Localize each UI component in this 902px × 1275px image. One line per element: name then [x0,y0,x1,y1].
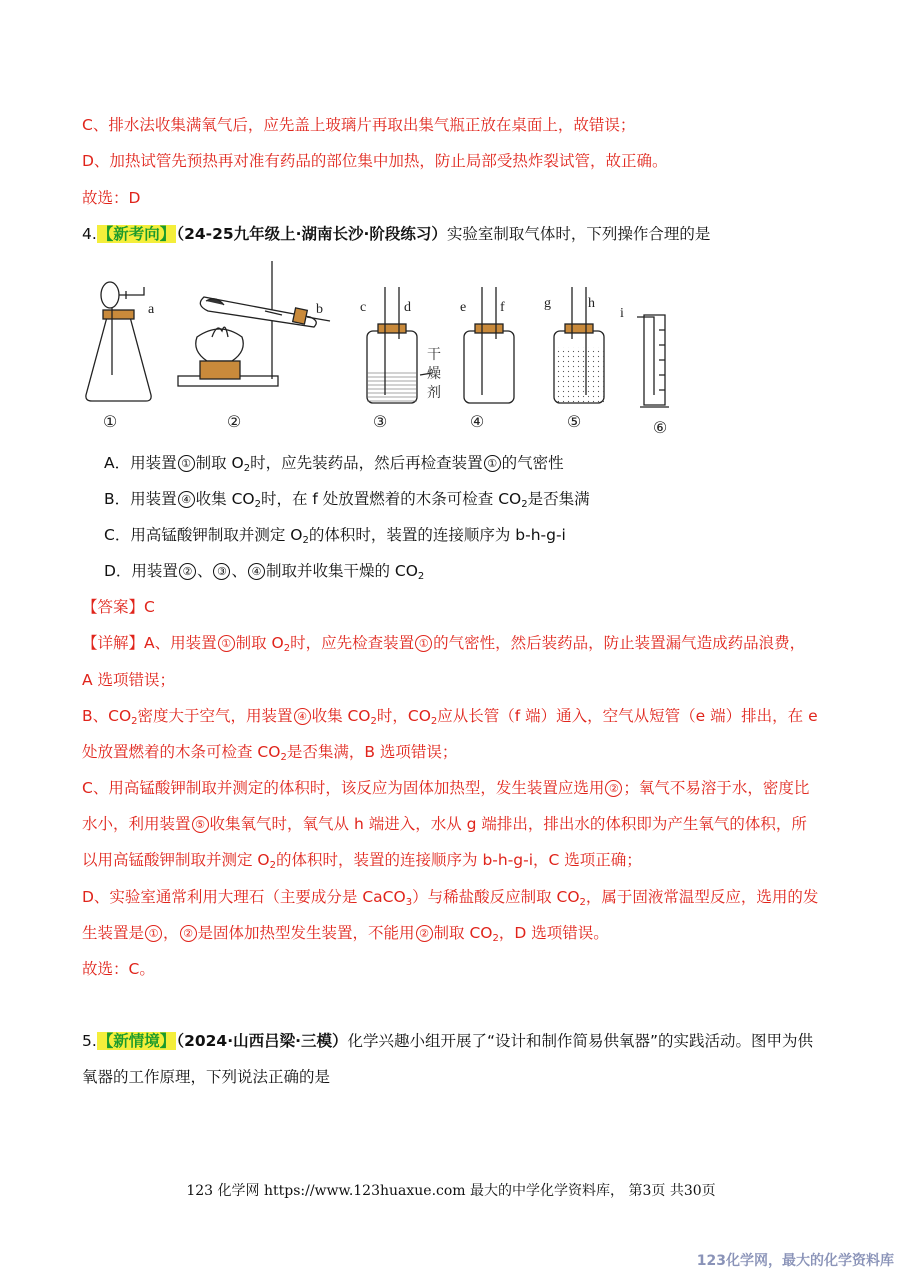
page-footer: 123 化学网 https://www.123huaxue.com 最大的中学化学资料库， 第3页 共30页 [186,1183,716,1199]
watermark: 123化学网，最大的化学资料库 [696,1253,894,1269]
q4-number: 4. [82,225,97,243]
q5-question-header [82,1030,813,1052]
q4-answer [82,596,155,618]
port-label-e: e [460,300,467,315]
q5-tag: 【新情境】 [97,1032,176,1050]
detail-line-3: B、$CO_2$密度大于空气，用装置 ④ 收集 $CO_2$时，$CO_2$应从长管（f 端）通入，空气从短管（e 端）排出，在 e [82,707,818,727]
detail-line-8: D、实验室通常利用大理石（主要成分是 CaCO$_3$）与稀盐酸反应制取 $CO_2$，属于固液常温型反应，选用的发 [82,888,819,908]
device-label-6: ⑥ [652,418,668,437]
q3-answer: 故选：D [82,189,141,207]
device-label-2: ② [226,412,242,431]
q5-source: （2024·山西吕梁·三模） [176,1032,348,1050]
device-1-flask-funnel [86,282,151,401]
q4-source: （24-25九年级上·湖南长沙·阶段练习） [176,225,447,243]
q4-option-b: B．用装置 ④ 收集 $CO_2$时，在 f 处放置燃着的木条可检查 $CO_2$是否集满 [104,490,590,510]
port-label-g: g [544,296,551,311]
q4-option-a: A．用装置 ① 制取 $O_2$时，应先装药品，然后再检查装置 ① 的气密性 [104,454,564,474]
detail-line-1: 【详解】A、用装置 ① 制取 $O_2$时，应先检查装置 ① 的气密性，然后装药品，防止装置漏气造成药品浪费， [82,634,806,654]
port-label-b: b [316,302,323,317]
answer-value: C [144,598,155,616]
desiccant-char-3: 剂 [427,385,441,401]
port-label-i: i [620,306,624,321]
device-label-1: ① [102,412,118,431]
q4-stem: 实验室制取气体时，下列操作合理的是 [446,225,711,243]
detail-line-6: 水小，利用装置 ⑤ 收集氧气时，氧气从 h 端进入，水从 g 端排出，排出水的体积即为产生氧气的体积，所 [82,815,807,833]
apparatus-figure [82,255,682,440]
q4-option-d: D．用装置 ② 、 ③ 、 ④ 制取并收集干燥的 $CO_2$ [104,562,425,582]
device-label-4: ④ [469,412,485,431]
port-label-a: a [148,302,155,317]
q3-option-d-explanation: D、加热试管先预热再对准有药品的部位集中加热，防止局部受热炸裂试管，故正确。 [82,152,668,170]
port-label-h: h [588,296,595,311]
port-label-d: d [404,300,411,315]
detail-line-9: 生装置是 ① ， ② 是固体加热型发生装置，不能用 ② 制取 $CO_2$，D 选项错误。 [82,924,609,944]
q5-stem-2: 氧器的工作原理，下列说法正确的是 [82,1068,331,1086]
device-label-3: ③ [372,412,388,431]
q4-tag: 【新考向】 [97,225,176,243]
q4-option-c: C．用高锰酸钾制取并测定 $O_2$的体积时，装置的连接顺序为 b-h-g-i [104,526,566,546]
detail-line-4: 处放置燃着的木条可检查 $CO_2$是否集满，B 选项错误； [82,743,458,763]
port-label-f: f [500,300,505,315]
q5-stem-1: 化学兴趣小组开展了“设计和制作简易供氧器”的实践活动。图甲为供 [347,1032,814,1050]
device-6-measuring-cylinder [637,315,669,407]
answer-label: 【答案】 [82,598,145,616]
desiccant-char-2: 燥 [427,366,441,382]
q3-option-c-explanation: C、排水法收集满氧气后，应先盖上玻璃片再取出集气瓶正放在桌面上，故错误； [82,116,636,134]
detail-line-5: C、用高锰酸钾制取并测定的体积时，该反应为固体加热型，发生装置应选用 ② ；氧气不易溶于水，密度比 [82,779,810,797]
q5-number: 5. [82,1032,97,1050]
q4-question-header [82,223,710,245]
device-3-drying-bottle [367,287,432,403]
desiccant-char-1: 干 [427,347,441,363]
detail-line-7: 以用高锰酸钾制取并测定 $O_2$的体积时，装置的连接顺序为 b-h-g-i，C 选项正确； [82,851,642,871]
detail-line-10: 故选：C。 [82,960,155,978]
device-4-collection-bottle [464,287,514,403]
device-5-water-bottle [554,287,604,403]
device-2-heating-setup [178,261,330,386]
device-label-5: ⑤ [566,412,582,431]
detail-line-2: A 选项错误； [82,671,176,689]
port-label-c: c [360,300,367,315]
detail-label: 【详解】 [82,634,145,652]
